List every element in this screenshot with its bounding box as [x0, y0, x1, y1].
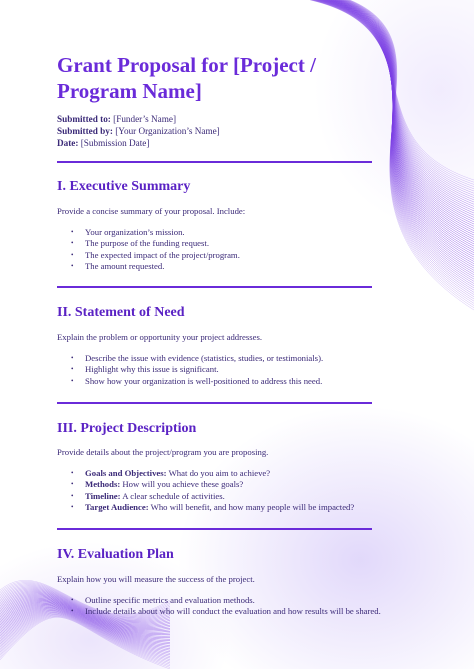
bullet-icon: • — [71, 250, 74, 259]
bullet-icon: • — [71, 239, 74, 248]
list-item: • Methods: How will you achieve these goals? — [71, 479, 244, 490]
section-intro: Provide details about the project/program you are proposing. — [57, 447, 269, 457]
section-intro: Explain how you will measure the success of the project. — [57, 574, 255, 584]
list-item: • Describe the issue with evidence (statistics, studies, or testimonials). — [71, 353, 324, 363]
bullet-list — [71, 468, 354, 513]
bullet-list — [71, 353, 323, 387]
list-item: • Show how your organization is well-positioned to address this need. — [71, 375, 323, 386]
list-item: • Target Audience: Who will benefit, and how many people will be impacted? — [71, 501, 355, 512]
bullet-list — [71, 595, 381, 618]
list-item: • Timeline: A clear schedule of activities. — [71, 490, 225, 501]
section-heading: III. Project Description — [57, 421, 197, 436]
list-item: • Include details about who will conduct the evaluation and how results will be shared. — [71, 606, 381, 617]
bullet-icon: • — [71, 261, 74, 270]
bullet-icon: • — [71, 607, 74, 616]
section-intro: Explain the problem or opportunity your project addresses. — [57, 332, 263, 342]
bullet-icon: • — [71, 480, 74, 489]
section-divider — [57, 402, 372, 404]
list-item: • The expected impact of the project/program. — [71, 249, 240, 260]
section-divider — [57, 286, 372, 288]
bullet-icon: • — [71, 596, 74, 604]
bullet-icon: • — [71, 354, 74, 362]
bullet-icon: • — [71, 491, 74, 500]
list-item: • Your organization’s mission. — [71, 227, 185, 237]
bullet-icon: • — [71, 228, 74, 236]
bullet-icon: • — [71, 502, 74, 511]
submitted-to: Submitted to: [Funder’s Name] — [57, 114, 177, 124]
bullet-list — [71, 227, 240, 272]
section-heading: IV. Evaluation Plan — [57, 547, 174, 562]
list-item: • Outline specific metrics and evaluation methods. — [71, 595, 255, 605]
section-heading: I. Executive Summary — [57, 179, 191, 194]
list-item: • Goals and Objectives: What do you aim to achieve? — [71, 468, 271, 478]
submission-details — [57, 113, 220, 149]
bullet-icon: • — [71, 376, 74, 385]
bullet-icon: • — [71, 365, 74, 374]
list-item: • Highlight why this issue is significant. — [71, 364, 219, 375]
document-title: Grant Proposal for [Project / Program Name] — [57, 53, 316, 103]
list-item: • The amount requested. — [71, 260, 165, 271]
section-divider — [57, 161, 372, 163]
bullet-icon: • — [71, 469, 74, 477]
section-heading: II. Statement of Need — [57, 305, 185, 320]
list-item: • The purpose of the funding request. — [71, 238, 210, 249]
submitted-by: Submitted by: [Your Organization’s Name] — [57, 126, 220, 136]
section-intro: Provide a concise summary of your proposal. Include: — [57, 206, 246, 216]
submission-date: Date: [Submission Date] — [57, 138, 150, 148]
section-divider — [57, 528, 372, 530]
